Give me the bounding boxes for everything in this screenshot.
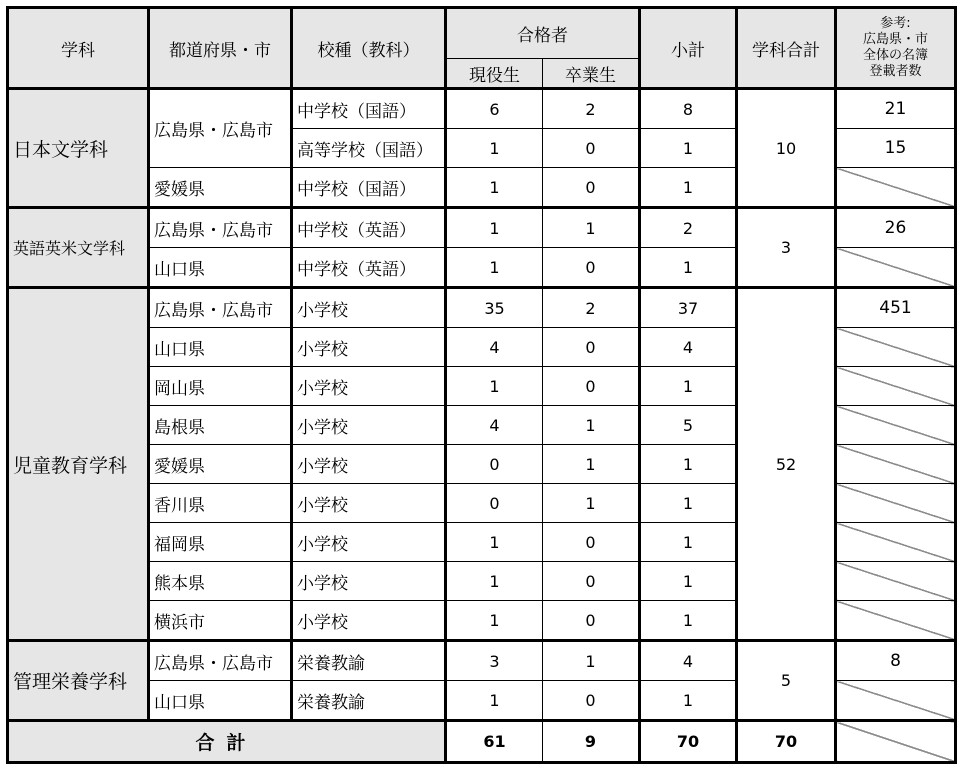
header-reference-line-1: 参考: bbox=[880, 16, 911, 31]
school-type-cell: 高等学校（国語） bbox=[292, 129, 446, 168]
subtotal-cell: 1 bbox=[640, 129, 737, 168]
reference-cell-empty bbox=[836, 681, 956, 721]
school-type-cell: 小学校 bbox=[292, 367, 446, 406]
dept-cell: 児童教育学科 bbox=[8, 288, 149, 641]
table-row bbox=[8, 288, 956, 328]
totals-current: 61 bbox=[446, 721, 543, 763]
reference-cell: 26 bbox=[836, 208, 956, 248]
subtotal-cell: 1 bbox=[640, 523, 737, 562]
graduate-cell: 1 bbox=[543, 641, 640, 681]
current-cell: 4 bbox=[446, 328, 543, 367]
dept-total-cell: 5 bbox=[737, 641, 836, 721]
current-cell: 3 bbox=[446, 641, 543, 681]
current-cell: 1 bbox=[446, 248, 543, 288]
totals-subtotal: 70 bbox=[640, 721, 737, 763]
header-reference-line-2: 広島県・市 bbox=[862, 32, 928, 47]
graduate-cell: 1 bbox=[543, 406, 640, 445]
totals-dept-total: 70 bbox=[737, 721, 836, 763]
graduate-cell: 0 bbox=[543, 562, 640, 601]
table-row bbox=[8, 89, 956, 129]
reference-cell-empty bbox=[836, 328, 956, 367]
school-type-cell: 中学校（英語） bbox=[292, 248, 446, 288]
reference-cell-empty bbox=[836, 601, 956, 641]
subtotal-cell: 1 bbox=[640, 367, 737, 406]
graduate-cell: 1 bbox=[543, 445, 640, 484]
header-reference bbox=[836, 8, 956, 89]
subtotal-cell: 1 bbox=[640, 681, 737, 721]
totals-row bbox=[8, 721, 956, 763]
prefecture-cell: 山口県 bbox=[149, 681, 292, 721]
header-prefecture: 都道府県・市 bbox=[149, 8, 292, 89]
dept-cell: 管理栄養学科 bbox=[8, 641, 149, 721]
header-subtotal: 小計 bbox=[640, 8, 737, 89]
dept-total-cell: 10 bbox=[737, 89, 836, 208]
prefecture-cell: 福岡県 bbox=[149, 523, 292, 562]
current-cell: 0 bbox=[446, 445, 543, 484]
header-current: 現役生 bbox=[446, 59, 543, 89]
reference-cell-empty bbox=[836, 367, 956, 406]
reference-cell: 8 bbox=[836, 641, 956, 681]
prefecture-cell: 愛媛県 bbox=[149, 168, 292, 208]
totals-label: 合計 bbox=[8, 721, 446, 763]
current-cell: 1 bbox=[446, 681, 543, 721]
school-type-cell: 中学校（国語） bbox=[292, 89, 446, 129]
header-reference-line-3: 全体の名簿 bbox=[862, 48, 928, 63]
reference-cell-empty bbox=[836, 523, 956, 562]
reference-cell-empty bbox=[836, 168, 956, 208]
graduate-cell: 0 bbox=[543, 248, 640, 288]
reference-cell: 15 bbox=[836, 129, 956, 168]
school-type-cell: 小学校 bbox=[292, 406, 446, 445]
reference-cell-empty bbox=[836, 406, 956, 445]
reference-cell: 451 bbox=[836, 288, 956, 328]
prefecture-cell: 横浜市 bbox=[149, 601, 292, 641]
current-cell: 6 bbox=[446, 89, 543, 129]
totals-graduate: 9 bbox=[543, 721, 640, 763]
subtotal-cell: 1 bbox=[640, 168, 737, 208]
graduate-cell: 0 bbox=[543, 168, 640, 208]
prefecture-cell: 広島県・広島市 bbox=[149, 288, 292, 328]
reference-cell-empty bbox=[836, 562, 956, 601]
current-cell: 1 bbox=[446, 523, 543, 562]
current-cell: 1 bbox=[446, 129, 543, 168]
prefecture-cell: 山口県 bbox=[149, 248, 292, 288]
header-graduate: 卒業生 bbox=[543, 59, 640, 89]
school-type-cell: 小学校 bbox=[292, 484, 446, 523]
subtotal-cell: 37 bbox=[640, 288, 737, 328]
prefecture-cell: 愛媛県 bbox=[149, 445, 292, 484]
reference-cell-empty bbox=[836, 484, 956, 523]
graduate-cell: 1 bbox=[543, 484, 640, 523]
current-cell: 1 bbox=[446, 367, 543, 406]
school-type-cell: 小学校 bbox=[292, 523, 446, 562]
subtotal-cell: 5 bbox=[640, 406, 737, 445]
school-type-cell: 小学校 bbox=[292, 445, 446, 484]
table-row bbox=[8, 641, 956, 681]
prefecture-cell: 広島県・広島市 bbox=[149, 89, 292, 168]
school-type-cell: 中学校（国語） bbox=[292, 168, 446, 208]
graduate-cell: 2 bbox=[543, 89, 640, 129]
header-passers: 合格者 bbox=[446, 8, 640, 59]
graduate-cell: 1 bbox=[543, 208, 640, 248]
graduate-cell: 0 bbox=[543, 601, 640, 641]
prefecture-cell: 山口県 bbox=[149, 328, 292, 367]
prefecture-cell: 広島県・広島市 bbox=[149, 208, 292, 248]
subtotal-cell: 2 bbox=[640, 208, 737, 248]
subtotal-cell: 1 bbox=[640, 484, 737, 523]
subtotal-cell: 8 bbox=[640, 89, 737, 129]
dept-cell: 英語英米文学科 bbox=[8, 208, 149, 288]
school-type-cell: 小学校 bbox=[292, 288, 446, 328]
reference-cell-empty bbox=[836, 445, 956, 484]
subtotal-cell: 4 bbox=[640, 641, 737, 681]
school-type-cell: 小学校 bbox=[292, 562, 446, 601]
prefecture-cell: 岡山県 bbox=[149, 367, 292, 406]
table-body bbox=[8, 89, 956, 763]
graduate-cell: 0 bbox=[543, 129, 640, 168]
header-department: 学科 bbox=[8, 8, 149, 89]
dept-cell: 日本文学科 bbox=[8, 89, 149, 208]
current-cell: 1 bbox=[446, 601, 543, 641]
subtotal-cell: 4 bbox=[640, 328, 737, 367]
prefecture-cell: 香川県 bbox=[149, 484, 292, 523]
school-type-cell: 小学校 bbox=[292, 601, 446, 641]
current-cell: 0 bbox=[446, 484, 543, 523]
current-cell: 1 bbox=[446, 562, 543, 601]
school-type-cell: 中学校（英語） bbox=[292, 208, 446, 248]
header-school-type: 校種（教科） bbox=[292, 8, 446, 89]
school-type-cell: 小学校 bbox=[292, 328, 446, 367]
subtotal-cell: 1 bbox=[640, 248, 737, 288]
table-row bbox=[8, 208, 956, 248]
dept-total-cell: 3 bbox=[737, 208, 836, 288]
current-cell: 1 bbox=[446, 168, 543, 208]
school-type-cell: 栄養教諭 bbox=[292, 681, 446, 721]
current-cell: 1 bbox=[446, 208, 543, 248]
graduate-cell: 0 bbox=[543, 328, 640, 367]
graduate-cell: 0 bbox=[543, 523, 640, 562]
subtotal-cell: 1 bbox=[640, 562, 737, 601]
header-dept-total: 学科合計 bbox=[737, 8, 836, 89]
prefecture-cell: 熊本県 bbox=[149, 562, 292, 601]
graduate-cell: 0 bbox=[543, 367, 640, 406]
prefecture-cell: 広島県・広島市 bbox=[149, 641, 292, 681]
graduate-cell: 2 bbox=[543, 288, 640, 328]
prefecture-cell: 島根県 bbox=[149, 406, 292, 445]
pass-results-table bbox=[6, 6, 957, 764]
header-reference-line-4: 登載者数 bbox=[869, 64, 922, 79]
reference-cell: 21 bbox=[836, 89, 956, 129]
current-cell: 4 bbox=[446, 406, 543, 445]
current-cell: 35 bbox=[446, 288, 543, 328]
dept-total-cell: 52 bbox=[737, 288, 836, 641]
school-type-cell: 栄養教諭 bbox=[292, 641, 446, 681]
totals-reference-empty bbox=[836, 721, 956, 763]
reference-cell-empty bbox=[836, 248, 956, 288]
subtotal-cell: 1 bbox=[640, 601, 737, 641]
graduate-cell: 0 bbox=[543, 681, 640, 721]
subtotal-cell: 1 bbox=[640, 445, 737, 484]
